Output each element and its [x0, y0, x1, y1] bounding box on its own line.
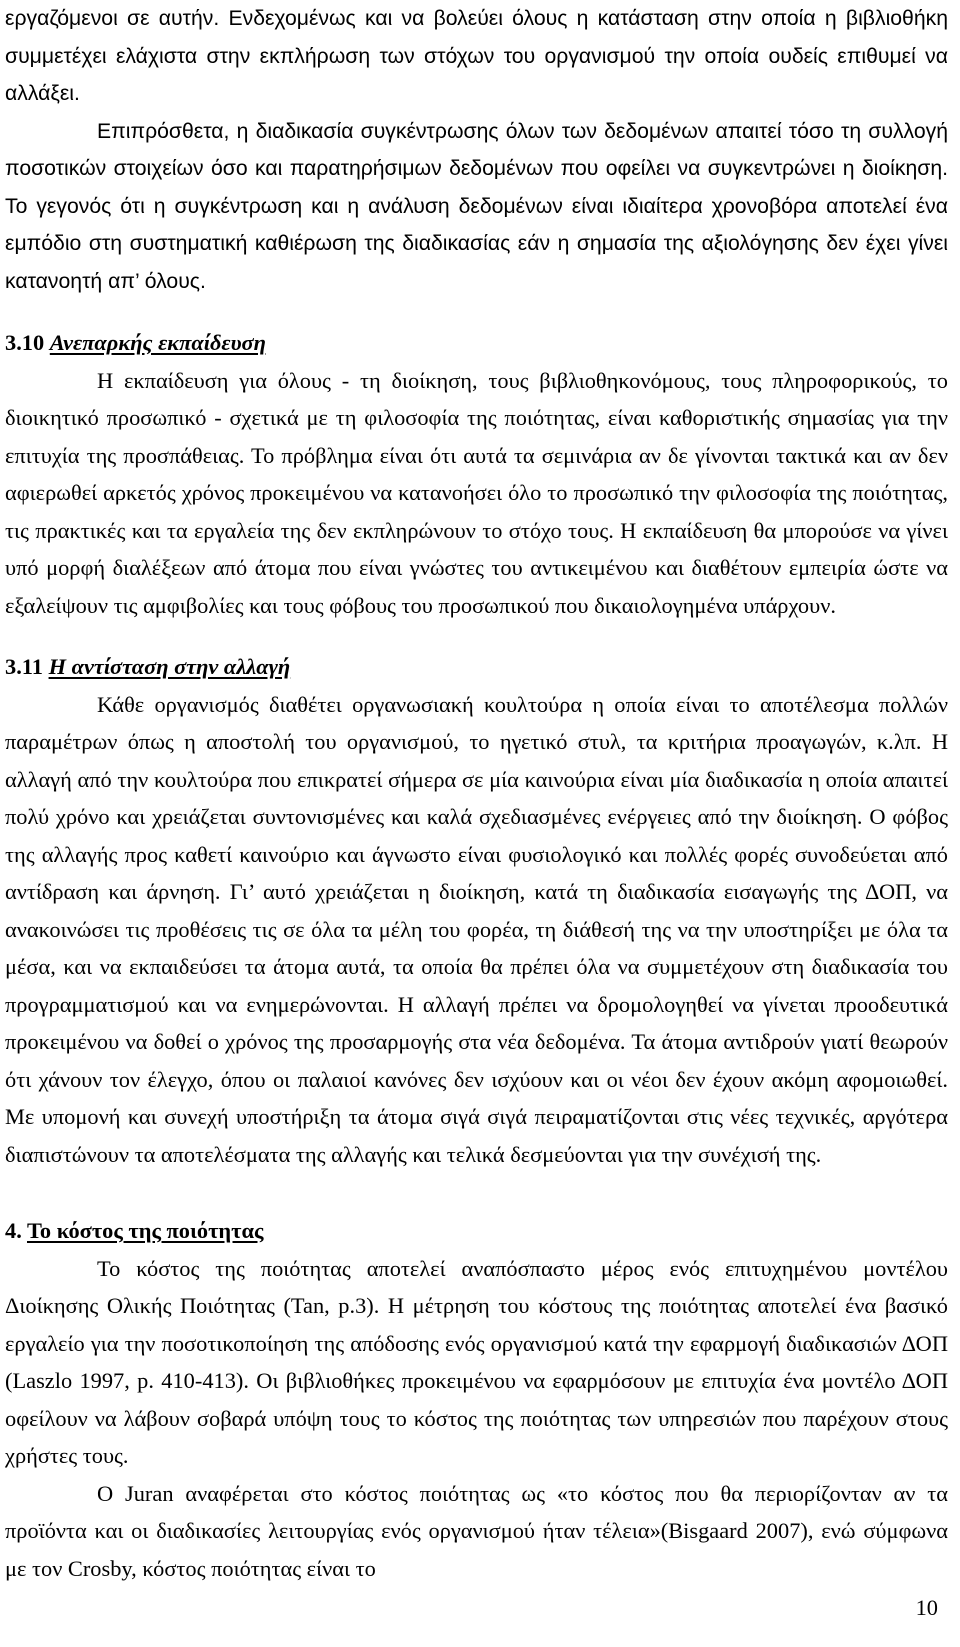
section-number: 3.10: [5, 330, 45, 355]
paragraph-resistance-to-change: Κάθε οργανισμός διαθέτει οργανωσιακή κουλτούρα η οποία είναι το αποτέλεσμα πολλών παραμέτρων όπως η αποστολή του οργανισμού, το ηγετικό στυλ, τα κριτήρια προαγωγών, κ.λπ. Η αλλαγή από την κουλτούρα που επικρατεί σήμερα σε μία καινούρια είναι μία διαδικασία η οποία απαιτεί πολύ χρόνο και χρειάζεται συντονισμένες και καλά σχεδιασμένες ενέργειες από την διοίκηση. Ο φόβος της αλλαγής προς καθετί καινούριο και άγνωστο είναι φυσιολογικό και πολλές φορές συνοδεύεται από αντίδραση και άρνηση. Γι’ αυτό χρειάζεται η διοίκηση, κατά τη διαδικασία εισαγωγής της ΔΟΠ, να ανακοινώσει τις προθέσεις τις σε όλα τα μέλη του φορέα, τη διάθεσή της να την υποστηρίξει με όλα τα μέσα, και να εκπαιδεύσει τα άτομα αυτά, τα οποία θα πρέπει όλα να συμμετέχουν στη διαδικασία του προγραμματισμού και να ενημερώνονται. Η αλλαγή πρέπει να δρομολογηθεί να γίνεται προοδευτικά προκειμένου να δοθεί ο χρόνος της προσαρμογής στα νέα δεδομένα. Τα άτομα αντιδρούν γιατί θεωρούν ότι χάνουν τον έλεγχο, όπου οι παλαιοί κανόνες δεν ισχύουν και οι νέοι δεν έχουν ακόμη αφομοιωθεί. Με υπομονή και συνεχή υποστήριξη τα άτομα σιγά σιγά πειραματίζονται στις νέες τεχνικές, αργότερα διαπιστώνουν τα αποτελέσματα της αλλαγής και τελικά δεσμεύονται για την συνέχισή της.: [5, 691, 948, 1167]
section-number: 3.11: [5, 654, 43, 679]
paragraph-training: Η εκπαίδευση για όλους - τη διοίκηση, τους βιβλιοθηκονόμους, τους πληροφορικούς, το διοικητικό προσωπικό - σχετικά με τη φιλοσοφία της ποιότητας, είναι καθοριστικής σημασίας για την επιτυχία της προσπάθειας. Το πρόβλημα είναι ότι αυτά τα σεμινάρια αν δε γίνονται τακτικά και αν δεν αφιερωθεί αρκετός χρόνος προκειμένου να κατανοήσει όλο το προσωπικό την φιλοσοφία της ποιότητας, τις πρακτικές και τα εργαλεία της δεν εκπληρώνουν το στόχο τους. Η εκπαίδευση θα μπορούσε να γίνει υπό μορφή διαλέξεων από άτομα που είναι γνώστες του αντικειμένου και διαθέτουν εμπειρία ώστε να εξαλείψουν τις αμφιβολίες και τους φόβους του προσωπικού που δικαιολογημένα υπάρχουν.: [5, 367, 948, 618]
section-number: 4.: [5, 1218, 22, 1243]
section-title: Ανεπαρκής εκπαίδευση: [49, 330, 266, 355]
section-heading-3-11: [5, 648, 948, 686]
spacer: [5, 624, 948, 648]
page-number: 10: [915, 1595, 938, 1620]
paragraph-data-collection: Επιπρόσθετα, η διαδικασία συγκέντρωσης όλων των δεδομένων απαιτεί τόσο τη συλλογή ποσοτικών στοιχείων όσο και παρατηρήσιμων δεδομένων που οφείλει να συγκεντρώνει η διοίκηση. Το γεγονός ότι η συγκέντρωση και η ανάλυση δεδομένων είναι ιδιαίτερα χρονοβόρα αποτελεί ένα εμπόδιο στη συστηματική καθιέρωση της διαδικασίας εάν η σημασία της αξιολόγησης δεν έχει γίνει κατανοητή απ’ όλους.: [5, 119, 948, 293]
section-title: Η αντίσταση στην αλλαγή: [48, 654, 291, 679]
spacer: [5, 1173, 948, 1212]
spacer: [5, 300, 948, 324]
continued-paragraph: εργαζόμενοι σε αυτήν. Ενδεχομένως και να βολεύει όλους η κατάσταση στην οποία η βιβλιοθήκη συμμετέχει ελάχιστα στην εκπλήρωση των στόχων του οργανισμού την οποία ουδείς επιθυμεί να αλλάξει.: [5, 7, 948, 105]
section-heading-3-10: [5, 324, 948, 362]
section-heading-4: [5, 1212, 948, 1250]
paragraph-cost-of-quality: Το κόστος της ποιότητας αποτελεί αναπόσπαστο μέρος ενός επιτυχημένου μοντέλου Διοίκησης Ολικής Ποιότητας (Tan, p.3). Η μέτρηση του κόστους της ποιότητας αποτελεί ένα βασικό εργαλείο για την ποσοτικοποίηση της απόδοσης ενός οργανισμού κατά την εφαρμογή διαδικασιών ΔΟΠ (Laszlo 1997, p. 410-413). Οι βιβλιοθήκες προκειμένου να εφαρμόσουν με επιτυχία ένα μοντέλο ΔΟΠ οφείλουν να λάβουν σοβαρά υπόψη τους το κόστος της ποιότητας των υπηρεσιών που παρέχουν στους χρήστες τους.: [5, 1255, 948, 1468]
paragraph-juran: Ο Juran αναφέρεται στο κόστος ποιότητας ως «το κόστος που θα περιορίζονταν αν τα προϊόντα και οι διαδικασίες λειτουργίας ενός οργανισμού ήταν τέλεια»(Bisgaard 2007), ενώ σύμφωνα με τον Crosby, κόστος ποιότητας είναι το: [5, 1480, 948, 1581]
section-title: Το κόστος της ποιότητας: [27, 1218, 264, 1243]
